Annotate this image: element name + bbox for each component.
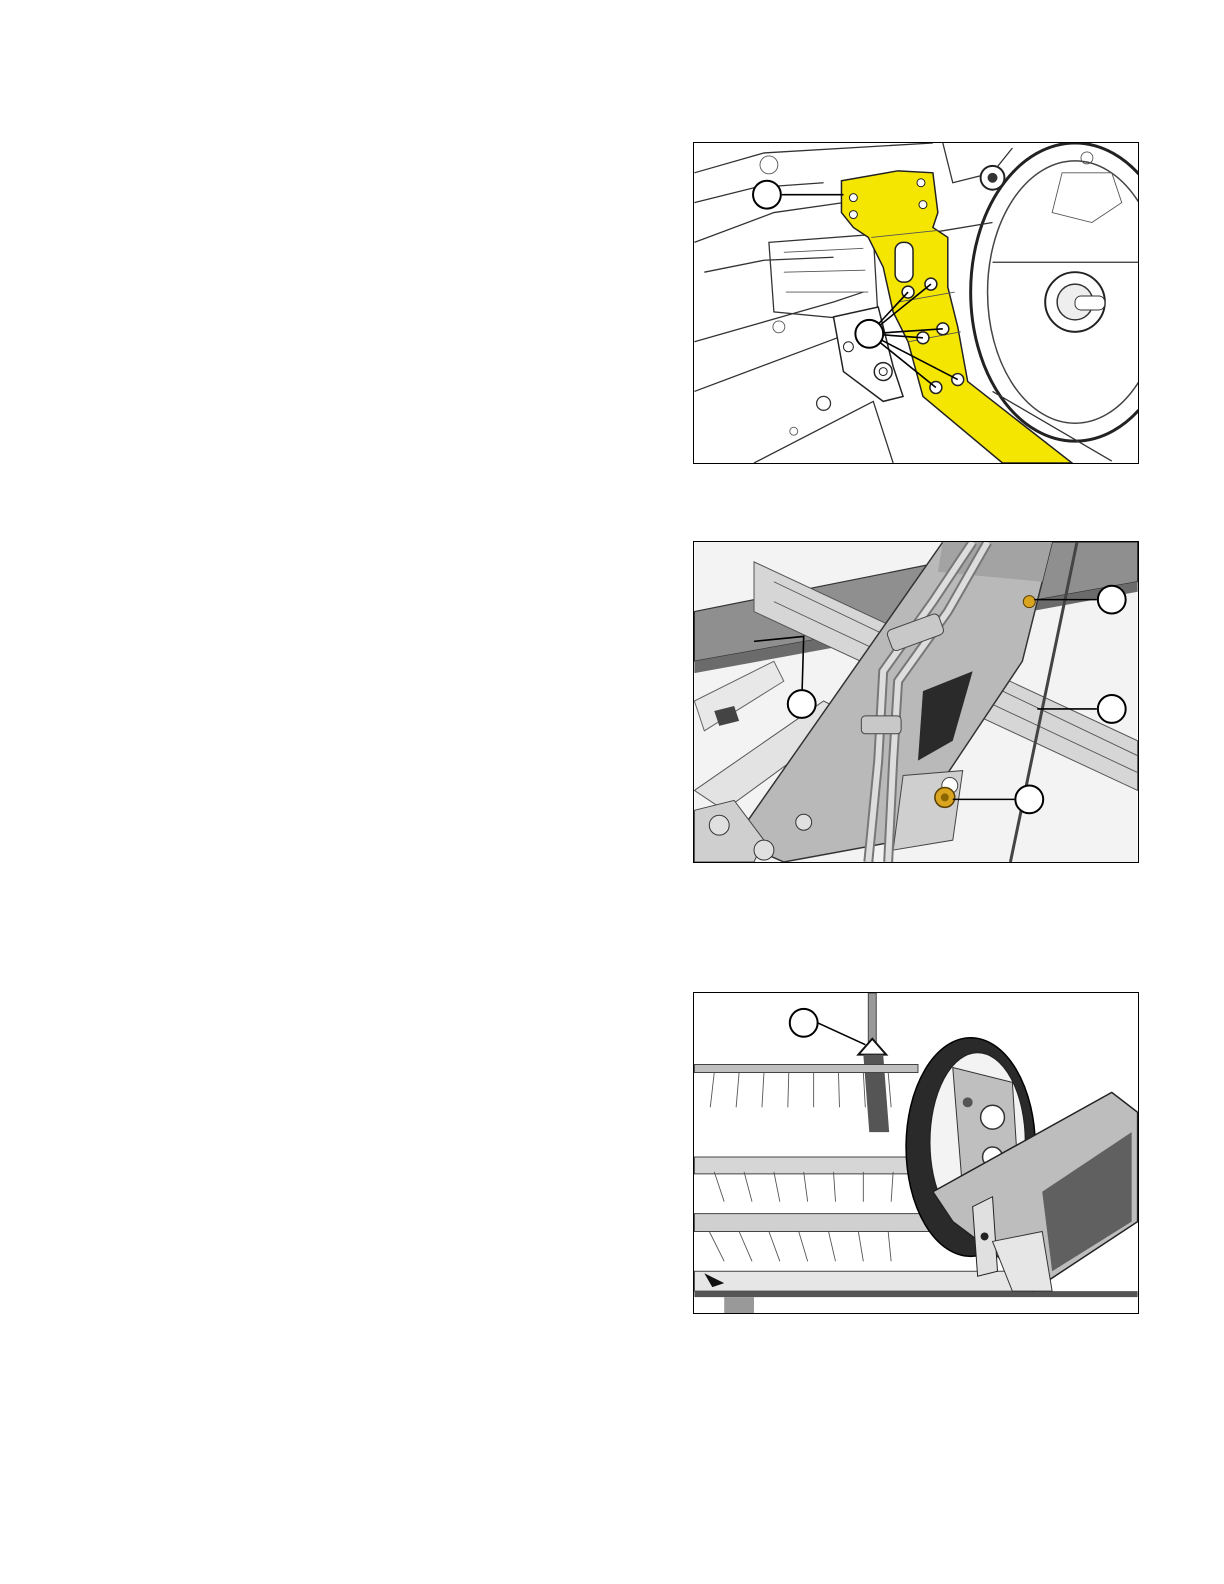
callout-circle-2 [855, 320, 883, 348]
callout-circle-2 [788, 690, 816, 718]
figure-1-drawing [694, 143, 1138, 463]
callout-circle-3 [1098, 695, 1126, 723]
reel-tines-upper [694, 1065, 923, 1202]
figure-3-drawing [694, 993, 1138, 1313]
leader-line [818, 1023, 866, 1045]
callout-circle-1 [790, 1009, 818, 1037]
callout-circle-4 [1015, 785, 1043, 813]
lifting-strap [858, 993, 889, 1132]
callout-circle-1 [1098, 586, 1126, 614]
figure-2-illustration [693, 541, 1139, 863]
callout-circle-1 [753, 181, 781, 209]
figure-2-drawing [694, 542, 1138, 862]
figure-3-illustration [693, 992, 1139, 1314]
figure-1-illustration [693, 142, 1139, 464]
